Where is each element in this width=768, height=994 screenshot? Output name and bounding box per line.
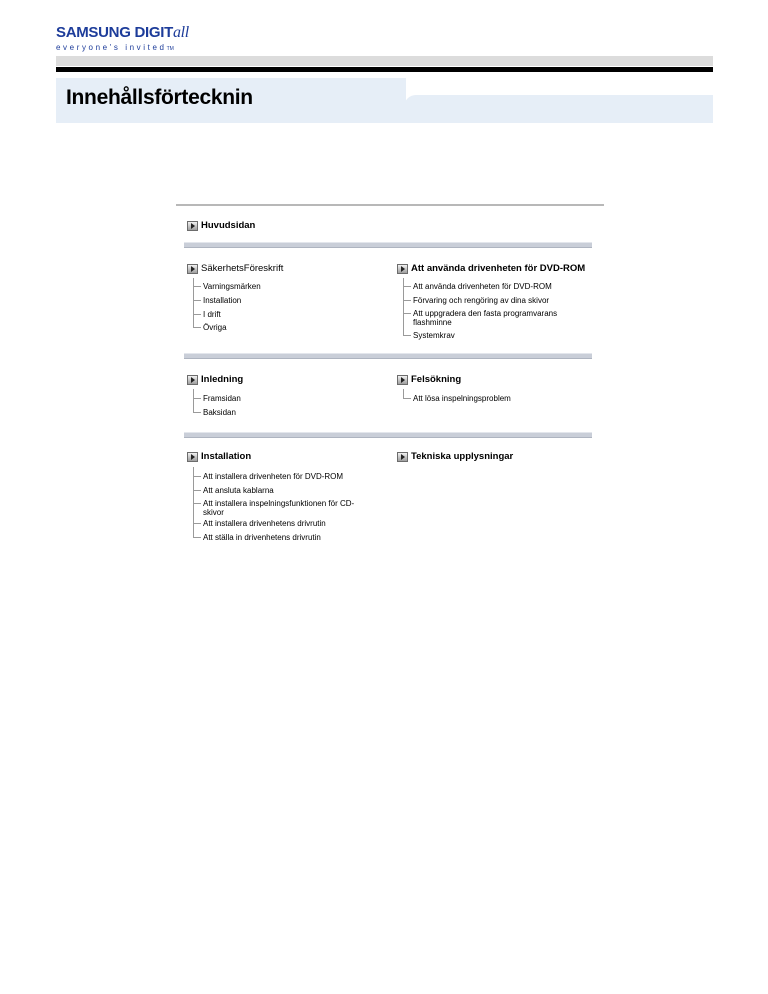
usage-item-storage[interactable]: Förvaring och rengöring av dina skivor: [413, 296, 550, 305]
section-usage-link[interactable]: [397, 263, 585, 274]
brand-tm: TM: [166, 46, 174, 52]
section-separator: [184, 242, 592, 248]
section-safety-link[interactable]: [187, 263, 283, 274]
main-page-label: Huvudsidan: [201, 220, 256, 231]
safety-item-other[interactable]: Övriga: [203, 323, 227, 332]
section-trouble-title: Felsökning: [411, 374, 462, 385]
section-separator: [184, 432, 592, 438]
section-install-link[interactable]: [187, 451, 251, 462]
arrow-right-icon: [397, 375, 408, 385]
header-gray-bar: [56, 56, 713, 66]
section-intro-link[interactable]: [187, 374, 243, 385]
top-divider: [176, 204, 604, 206]
title-band-right: [404, 95, 713, 123]
brand-suffix: all: [172, 24, 189, 41]
arrow-right-icon: [397, 452, 408, 462]
arrow-right-icon: [187, 375, 198, 385]
arrow-right-icon: [187, 221, 198, 231]
section-specs-link[interactable]: [397, 451, 513, 462]
trouble-item-recording[interactable]: Att lösa inspelningsproblem: [413, 394, 511, 403]
section-intro-title: Inledning: [201, 374, 244, 385]
safety-item-warnings[interactable]: Varningsmärken: [203, 282, 261, 291]
arrow-right-icon: [187, 452, 198, 462]
tree-line: [193, 389, 194, 412]
brand-tagline: everyone's invited: [56, 43, 167, 52]
section-trouble-link[interactable]: [397, 374, 461, 385]
main-page-link[interactable]: [187, 220, 255, 231]
section-safety-title: SäkerhetsFöreskrift: [201, 263, 284, 274]
section-specs-title: Tekniska upplysningar: [411, 451, 514, 462]
samsung-digitall-logo: [56, 24, 189, 57]
section-usage-title: Att använda drivenheten för DVD-ROM: [411, 263, 586, 274]
page-title: Innehållsförtecknin: [66, 86, 253, 109]
usage-item-firmware[interactable]: Att uppgradera den fasta programvarans flashminne: [413, 309, 588, 327]
install-item-cables[interactable]: Att ansluta kablarna: [203, 486, 274, 495]
intro-item-front[interactable]: Framsidan: [203, 394, 241, 403]
install-item-driver-setup[interactable]: Att ställa in drivenhetens drivrutin: [203, 533, 321, 542]
usage-item-requirements[interactable]: Systemkrav: [413, 331, 455, 340]
install-item-driver[interactable]: Att installera drivenhetens drivrutin: [203, 519, 326, 528]
install-item-cd-recording[interactable]: Att installera inspelningsfunktionen för CD-skivor: [203, 499, 371, 517]
safety-item-installation[interactable]: Installation: [203, 296, 242, 305]
intro-item-back[interactable]: Baksidan: [203, 408, 236, 417]
install-item-drive[interactable]: Att installera drivenheten för DVD-ROM: [203, 472, 344, 481]
section-separator: [184, 353, 592, 359]
section-install-title: Installation: [201, 451, 252, 462]
arrow-right-icon: [187, 264, 198, 274]
tree-line: [193, 467, 194, 537]
usage-item-use[interactable]: Att använda drivenheten för DVD-ROM: [413, 282, 552, 291]
arrow-right-icon: [397, 264, 408, 274]
safety-item-operation[interactable]: I drift: [203, 310, 221, 319]
tree-line: [403, 389, 404, 398]
brand-name: SAMSUNG DIGIT: [56, 24, 173, 41]
header-black-bar: [56, 67, 713, 72]
